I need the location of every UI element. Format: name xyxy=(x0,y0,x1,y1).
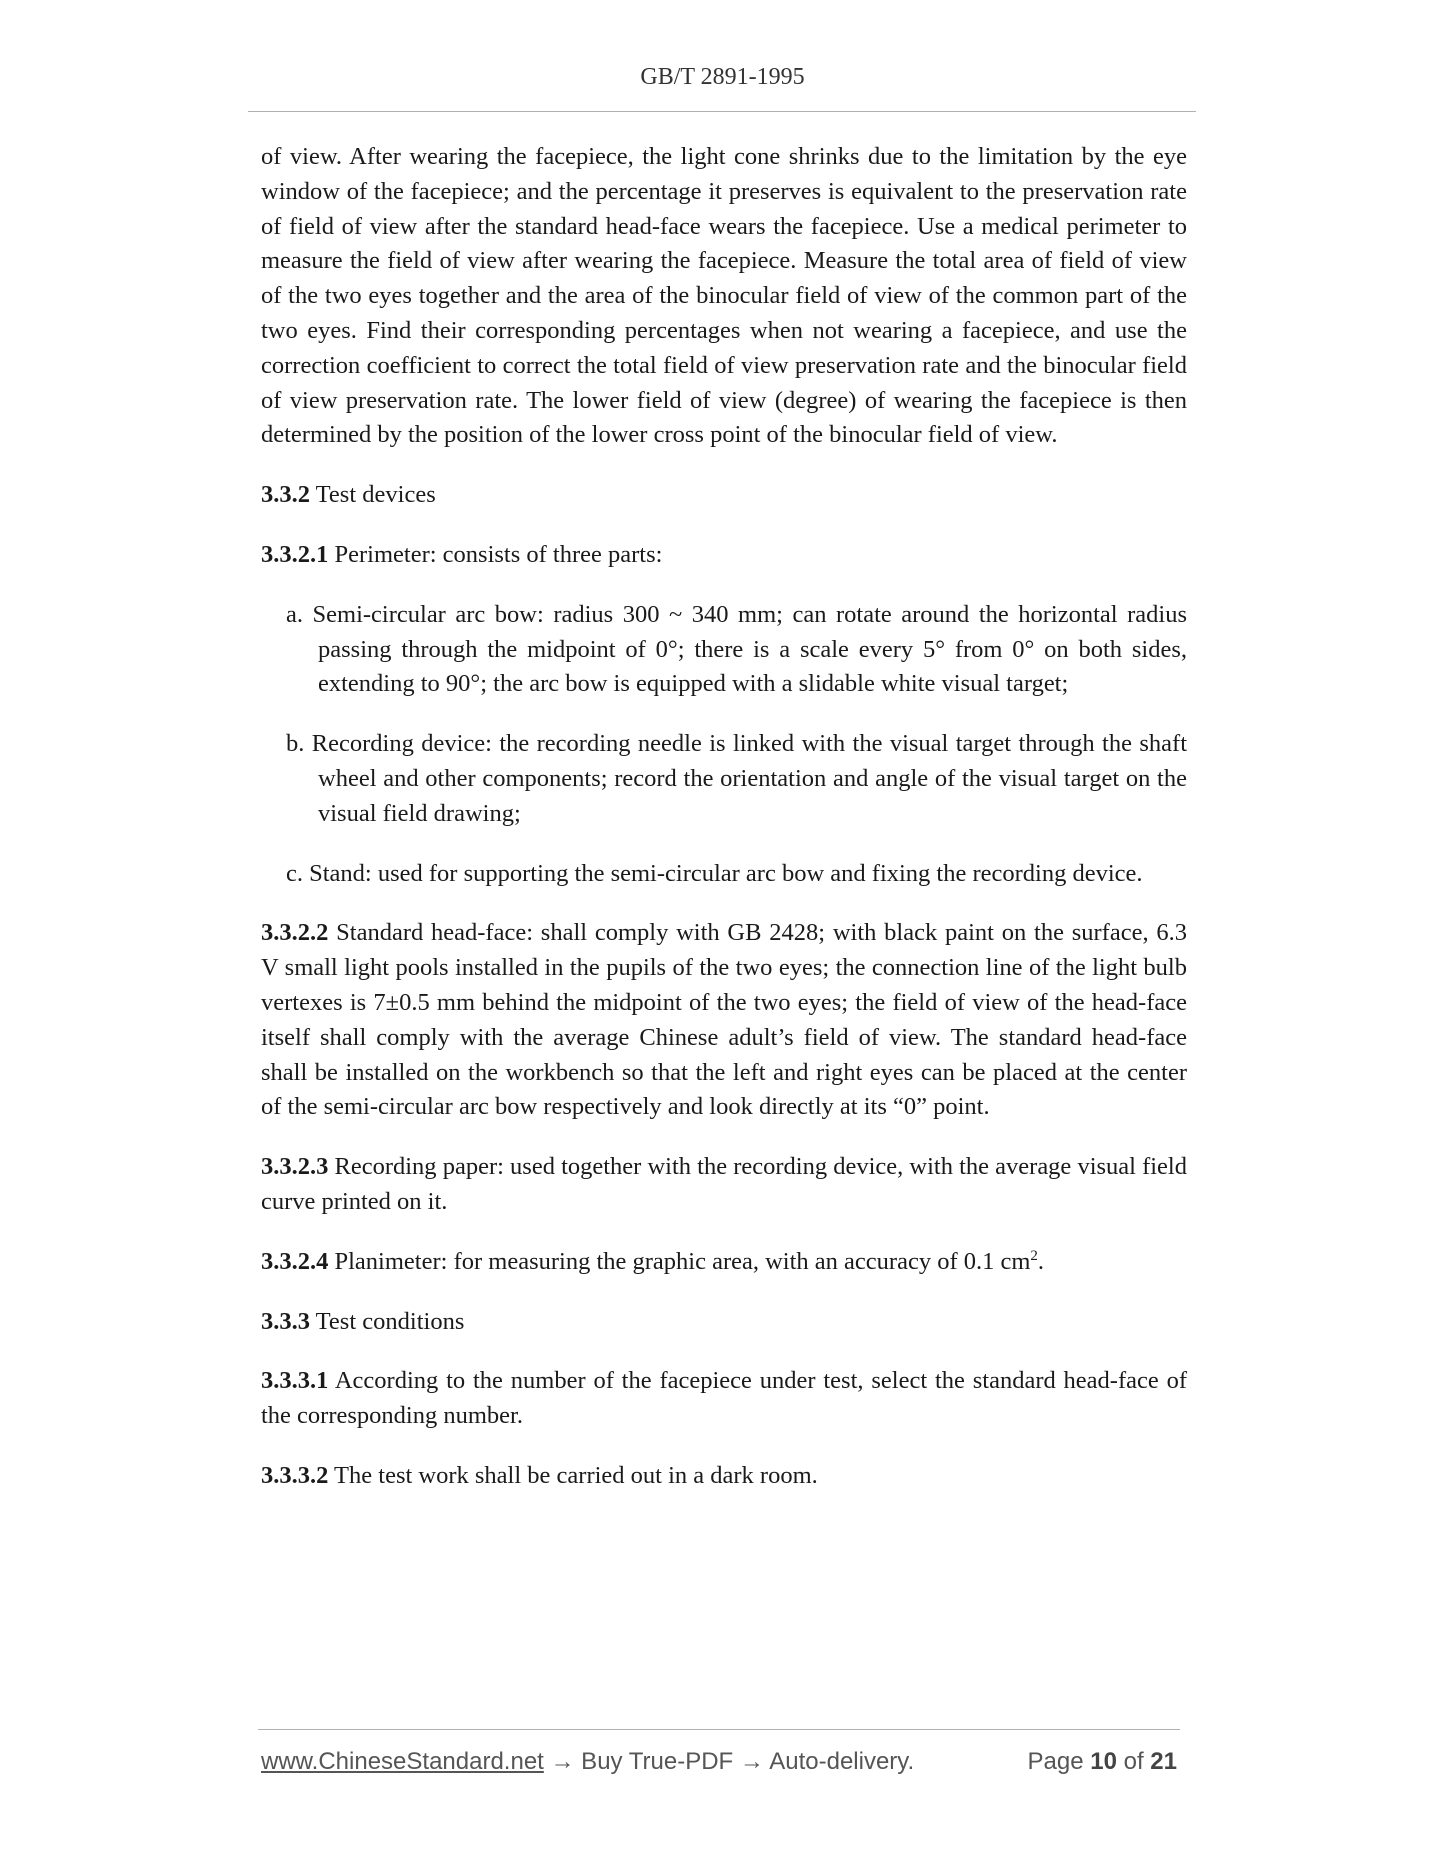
section-number: 3.3.2.1 xyxy=(261,540,329,568)
section-text: Recording paper: used together with the recording device, with the average visual field curve printed on it. xyxy=(261,1153,1187,1215)
section-text: According to the number of the facepiece under test, select the standard head-face of the corresponding number. xyxy=(261,1367,1187,1430)
section-number: 3.3.3.1 xyxy=(261,1367,329,1395)
section-number: 3.3.3 xyxy=(261,1307,310,1335)
page-footer xyxy=(261,1748,1181,1782)
page-total: 21 xyxy=(1150,1748,1177,1775)
document-body xyxy=(261,140,1187,1519)
section-3-3-2-heading xyxy=(261,478,1187,513)
section-title: Test conditions xyxy=(310,1307,465,1335)
page-label: Page xyxy=(1027,1748,1084,1775)
page-of-label: of xyxy=(1123,1748,1144,1775)
page-number xyxy=(1028,1748,1178,1776)
page-current: 10 xyxy=(1090,1748,1117,1775)
section-3-3-2-2-paragraph xyxy=(261,916,1187,1125)
list-item-a: a. Semi-circular arc bow: radius 300 ~ 340 mm; can rotate around the horizontal radius passing through the midpoint of 0°; there is a scale every 5° from 0° on both sides, extending to 90°; the arc bow is equipped with a slidable white visual target; xyxy=(286,600,1187,698)
website-link[interactable]: www.ChineseStandard.net xyxy=(261,1748,544,1775)
footer-promo-text: → Buy True-PDF → Auto-delivery. xyxy=(543,1748,915,1775)
footer-divider xyxy=(258,1729,1180,1730)
section-3-3-2-3-paragraph xyxy=(261,1150,1187,1220)
header-divider xyxy=(248,111,1196,112)
footer-promo xyxy=(261,1748,914,1776)
section-number: 3.3.2.4 xyxy=(261,1247,329,1275)
section-3-3-3-heading xyxy=(261,1305,1187,1340)
superscript: 2 xyxy=(1030,1247,1038,1264)
section-number: 3.3.2.3 xyxy=(261,1153,329,1181)
section-text: The test work shall be carried out in a dark room. xyxy=(328,1461,818,1489)
section-3-3-3-2-paragraph xyxy=(261,1459,1187,1494)
sentence-end: . xyxy=(1037,1247,1045,1275)
section-3-3-2-1-paragraph xyxy=(261,538,1187,573)
section-3-3-3-1-paragraph xyxy=(261,1364,1187,1434)
list-item-c: c. Stand: used for supporting the semi-circular arc bow and fixing the recording device. xyxy=(286,859,1143,887)
section-number: 3.3.2.2 xyxy=(261,919,329,947)
section-number: 3.3.3.2 xyxy=(261,1461,329,1489)
section-3-3-2-4-paragraph xyxy=(261,1245,1187,1280)
document-id-header: GB/T 2891-1995 xyxy=(640,64,805,90)
section-text: Planimeter: for measuring the graphic area, with an accuracy of 0.1 cm xyxy=(328,1247,1031,1275)
section-title: Test devices xyxy=(310,481,436,509)
section-text: Perimeter: consists of three parts: xyxy=(328,540,663,568)
section-number: 3.3.2 xyxy=(261,481,310,509)
list-item-b: b. Recording device: the recording needle is linked with the visual target through the shaft wheel and other components; record the orientation and angle of the visual target on the visual field drawing; xyxy=(286,730,1187,827)
section-text: Standard head-face: shall comply with GB 2428; with black paint on the surface, 6.3 V small light pools installed in the pupils of the two eyes; the connection line of the light bulb vertexes is 7±0.5 mm behind the midpoint of the two eyes; the field of view of the head-face itself shall comply with the average Chinese adult’s field of view. The standard head-face shall be installed on the workbench so that the left and right eyes can be placed at the center of the semi-circular arc bow respectively and look directly at its “0” point. xyxy=(261,919,1187,1121)
intro-paragraph: of view. After wearing the facepiece, the light cone shrinks due to the limitation by the eye window of the facepiece; and the percentage it preserves is equivalent to the preservation rate of field of view after the standard head-face wears the facepiece. Use a medical perimeter to measure the field of view after wearing the facepiece. Measure the total area of field of view of the two eyes together and the area of the binocular field of view of the common part of the two eyes. Find their corresponding percentages when not wearing a facepiece, and use the correction coefficient to correct the total field of view preservation rate and the binocular field of view preservation rate. The lower field of view (degree) of wearing the facepiece is then determined by the position of the lower cross point of the binocular field of view. xyxy=(261,143,1187,449)
